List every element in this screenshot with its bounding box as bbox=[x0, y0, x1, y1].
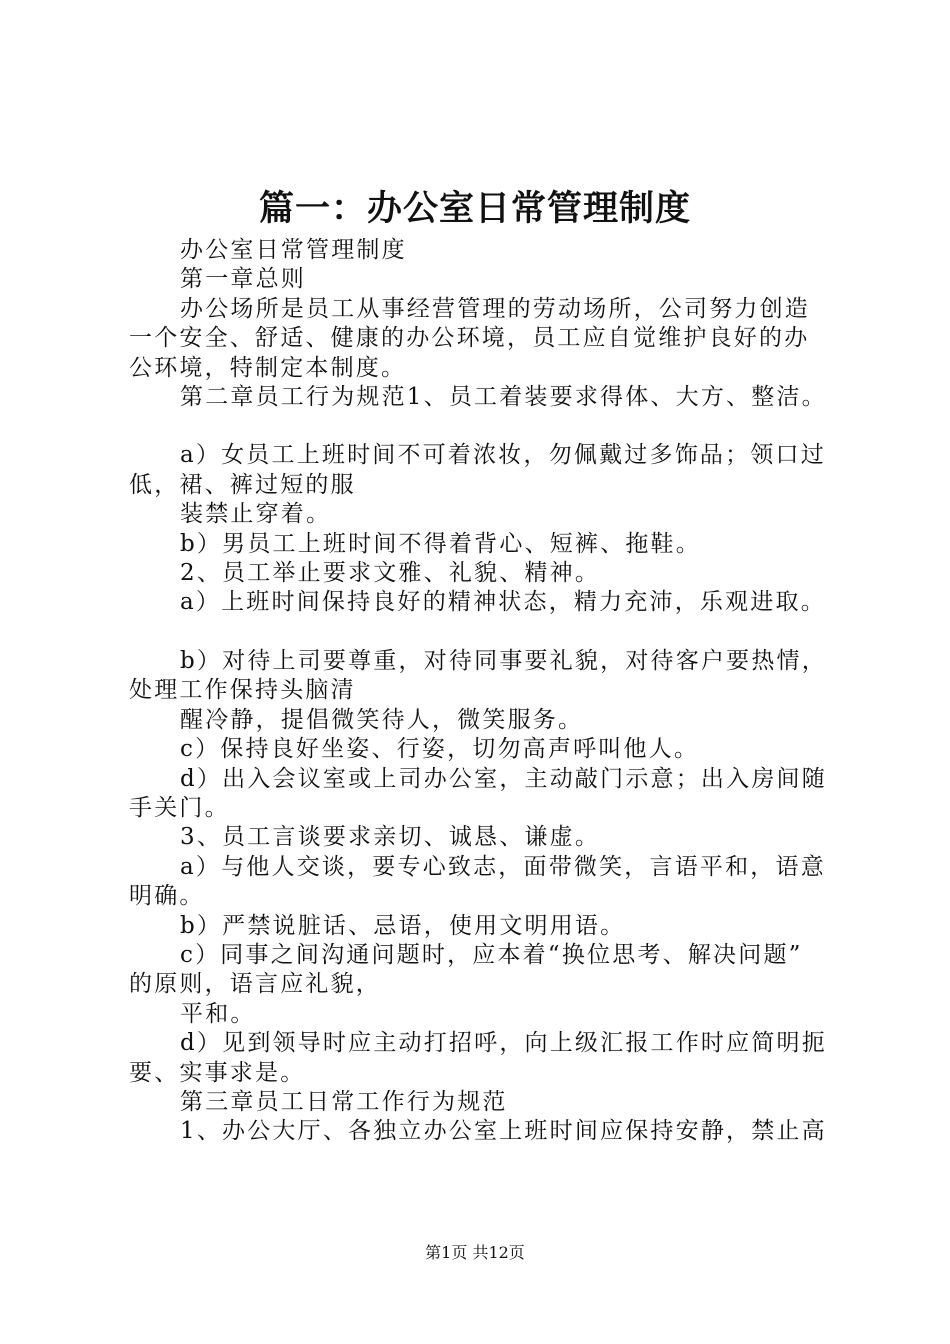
paragraph-line: d）出入会议室或上司办公室，主动敲门示意；出入房间随 bbox=[180, 765, 827, 792]
paragraph-line: b）对待上司要尊重，对待同事要礼貌，对待客户要热情， bbox=[180, 647, 827, 674]
paragraph-line: 要、实事求是。 bbox=[129, 1059, 306, 1086]
paragraph-line: 平和。 bbox=[180, 1000, 256, 1027]
paragraph-line: b）严禁说脏话、忌语，使用文明用语。 bbox=[180, 912, 626, 939]
paragraph-line: 一个安全、舒适、健康的办公环境，员工应自觉维护良好的办 bbox=[129, 325, 810, 352]
paragraph-line: 低，裙、裤过短的服 bbox=[129, 471, 356, 498]
chapter-heading: 第二章员工行为规范1、员工着装要求得体、大方、整洁。 bbox=[180, 384, 827, 411]
paragraph-line: 明确。 bbox=[129, 883, 205, 910]
paragraph-line: 1、办公大厅、各独立办公室上班时间应保持安静，禁止高 bbox=[180, 1118, 827, 1145]
paragraph-line: 3、员工言谈要求亲切、诚恳、谦虚。 bbox=[180, 824, 601, 851]
paragraph-line: 的原则，语言应礼貌， bbox=[129, 971, 381, 998]
document-body bbox=[129, 236, 841, 1147]
chapter-heading: 第三章员工日常工作行为规范 bbox=[180, 1088, 508, 1115]
paragraph-line: 醒冷静，提倡微笑待人，微笑服务。 bbox=[180, 706, 584, 733]
paragraph-line: d）见到领导时应主动打招呼，向上级汇报工作时应简明扼 bbox=[180, 1030, 827, 1057]
page-number-footer: 第1页 共12页 bbox=[425, 1243, 525, 1262]
paragraph-line: a）女员工上班时间不可着浓妆，勿佩戴过多饰品；领口过 bbox=[180, 442, 826, 469]
document-title: 篇一：办公室日常管理制度 bbox=[258, 188, 691, 229]
paragraph-line: 办公场所是员工从事经营管理的劳动场所，公司努力创造 bbox=[180, 295, 810, 322]
paragraph-line: 处理工作保持头脑清 bbox=[129, 677, 356, 704]
paragraph-line: 装禁止穿着。 bbox=[180, 501, 332, 528]
chapter-heading: 第一章总则 bbox=[180, 266, 306, 293]
paragraph-line: b）男员工上班时间不得着背心、短裤、拖鞋。 bbox=[180, 530, 701, 557]
paragraph-line: c）同事之间沟通问题时，应本着“换位思考、解决问题” bbox=[180, 941, 803, 968]
paragraph-line: c）保持良好坐姿、行姿，切勿高声呼叫他人。 bbox=[180, 736, 700, 763]
paragraph-line: 办公室日常管理制度 bbox=[180, 237, 407, 263]
paragraph-line: a）上班时间保持良好的精神状态，精力充沛，乐观进取。 bbox=[180, 589, 826, 616]
paragraph-line: a）与他人交谈，要专心致志，面带微笑，言语平和，语意 bbox=[180, 853, 826, 880]
paragraph-line: 公环境，特制定本制度。 bbox=[129, 354, 407, 381]
paragraph-line: 手关门。 bbox=[129, 794, 230, 821]
paragraph-line: 2、员工举止要求文雅、礼貌、精神。 bbox=[180, 560, 601, 587]
